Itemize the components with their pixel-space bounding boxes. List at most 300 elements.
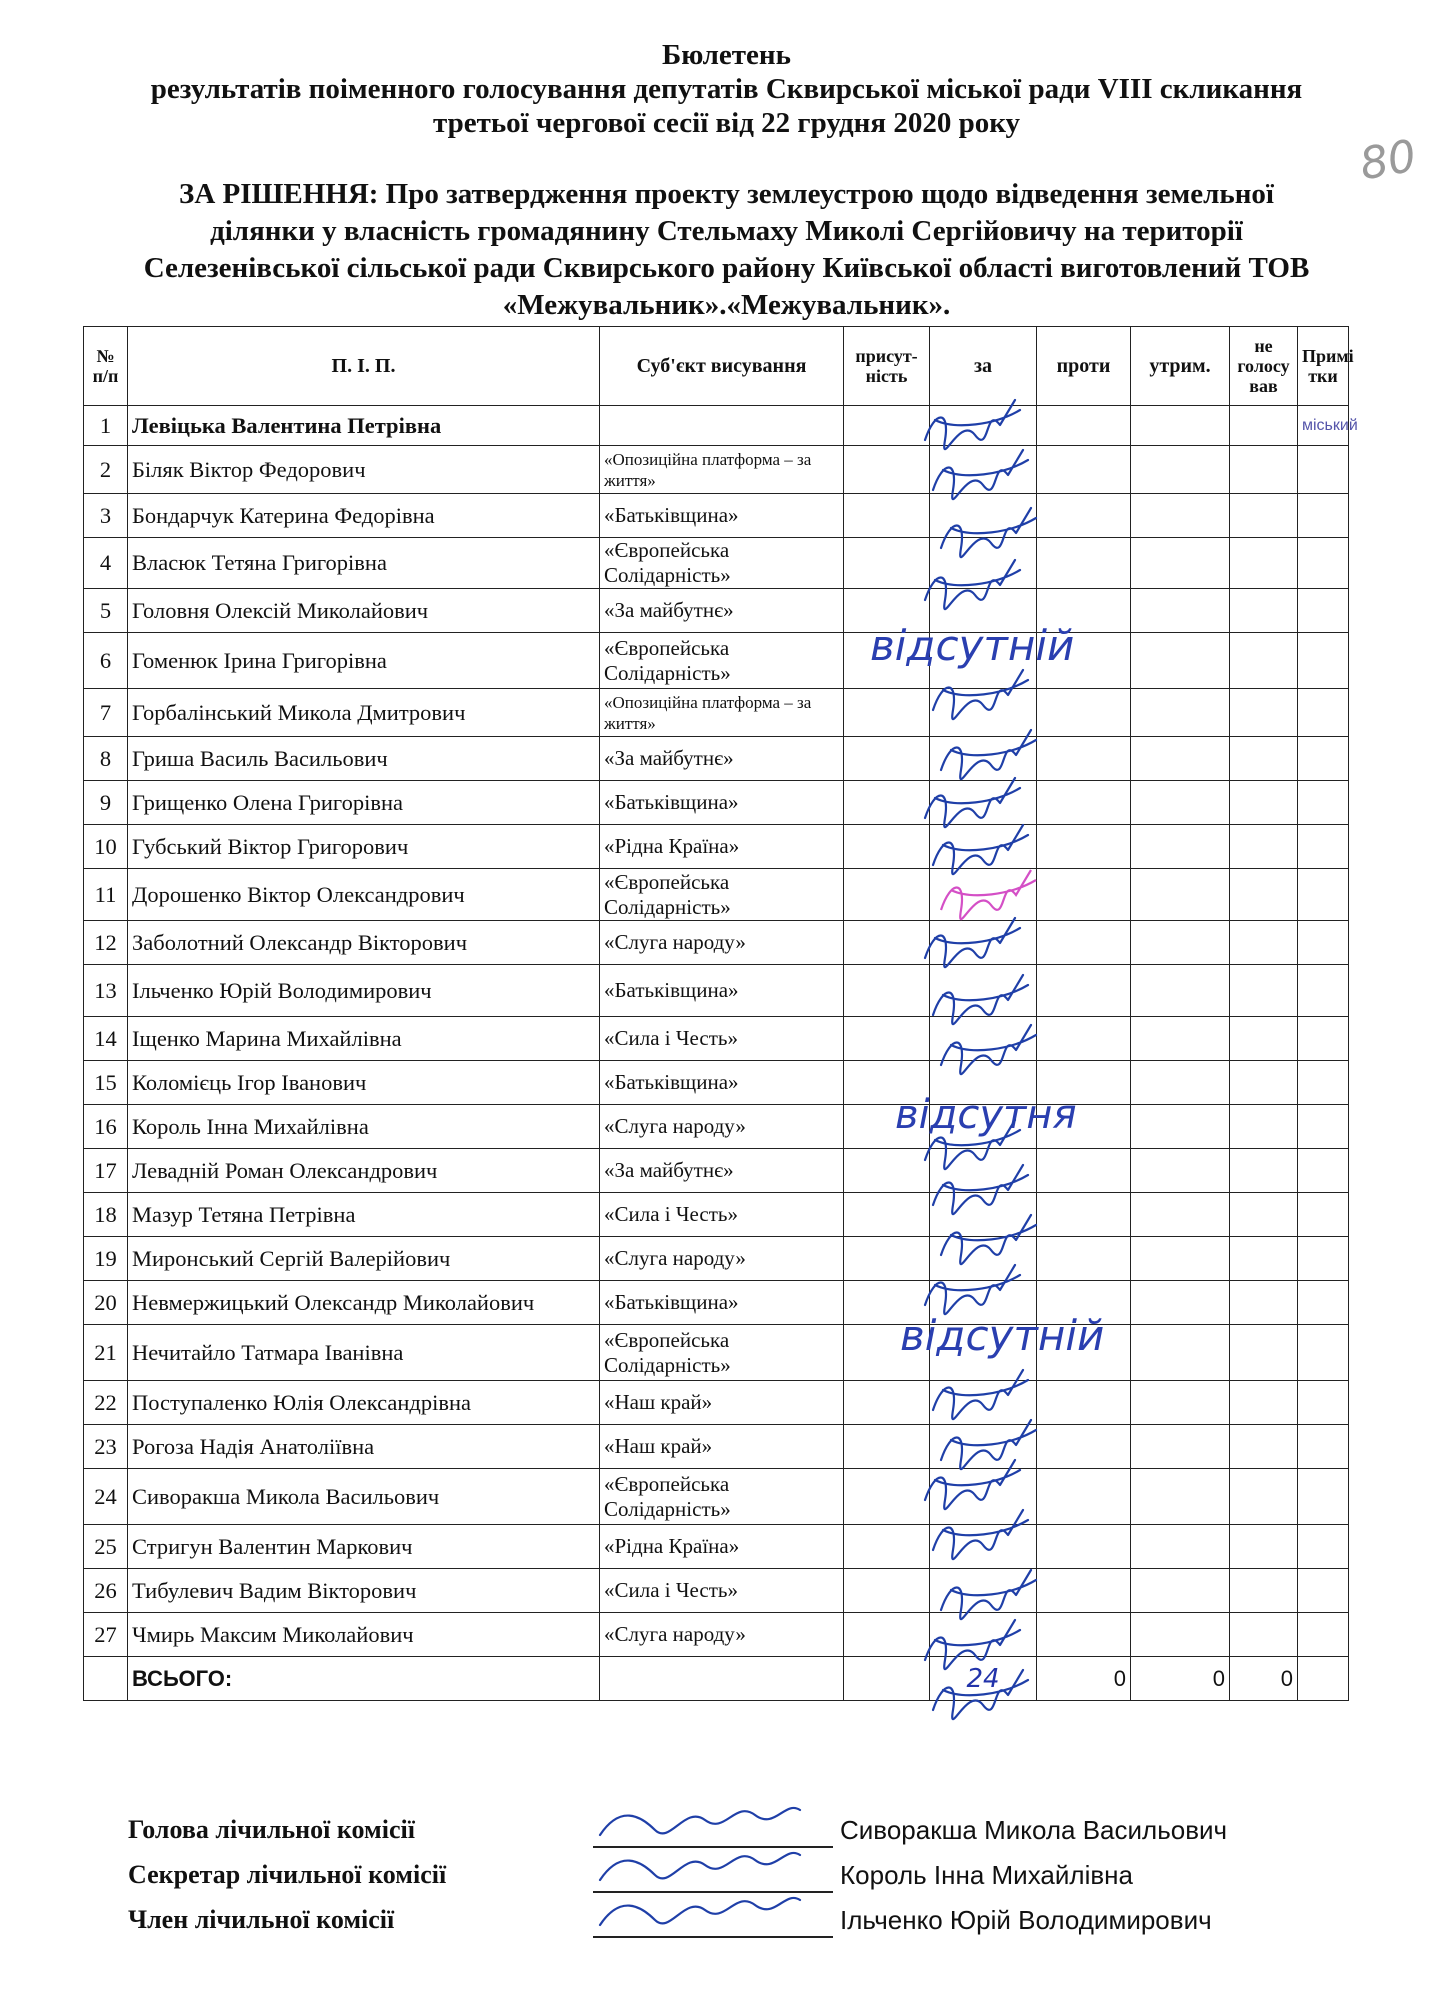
vote-abstain-cell — [1131, 1237, 1230, 1281]
nominating-party: «Опозиційна платформа – за життя» — [600, 446, 844, 494]
ballot-header — [0, 38, 1453, 140]
vote-abstain-cell — [1131, 406, 1230, 446]
note-cell — [1298, 825, 1349, 869]
table-row — [84, 737, 1349, 781]
not-voted-cell — [1230, 689, 1298, 737]
col-header-against: проти — [1037, 327, 1131, 406]
decision-line2: ділянки у власність громадянину Стельмаху Миколі Сергійовичу на території — [210, 215, 1243, 247]
member-signature-line — [593, 1936, 833, 1938]
present-cell — [844, 538, 930, 589]
deputy-name: Тибулевич Вадим Вікторович — [128, 1569, 600, 1613]
row-number: 11 — [84, 869, 128, 921]
decision-line4: «Межувальник».«Межувальник». — [502, 289, 951, 321]
secretary-label: Секретар лічильної комісії — [128, 1860, 447, 1889]
not-voted-cell — [1230, 1105, 1298, 1149]
vote-abstain-cell — [1131, 1525, 1230, 1569]
totals-empty-cell — [84, 1657, 128, 1701]
deputy-name: Гриша Василь Васильович — [128, 737, 600, 781]
totals-against-value: 0 — [1037, 1657, 1131, 1701]
totals-abstain-value: 0 — [1131, 1657, 1230, 1701]
deputy-name: Миронський Сергій Валерійович — [128, 1237, 600, 1281]
vote-against-cell — [1037, 1469, 1131, 1525]
member-label: Член лічильної комісії — [128, 1905, 395, 1934]
table-row — [84, 1469, 1349, 1525]
deputy-name: Гоменюк Ірина Григорівна — [128, 633, 600, 689]
table-row — [84, 589, 1349, 633]
vote-against-cell — [1037, 589, 1131, 633]
vote-against-cell — [1037, 1149, 1131, 1193]
nominating-party: «Опозиційна платформа – за життя» — [600, 689, 844, 737]
note-cell — [1298, 1193, 1349, 1237]
note-cell — [1298, 781, 1349, 825]
not-voted-cell — [1230, 446, 1298, 494]
present-cell — [844, 1569, 930, 1613]
col-header-not-voted: не голосу вав — [1230, 327, 1298, 406]
table-row — [84, 1325, 1349, 1381]
table-row — [84, 1281, 1349, 1325]
voting-table — [83, 326, 1358, 1701]
table-row — [84, 689, 1349, 737]
commission-signature-mark — [600, 1808, 800, 1835]
not-voted-cell — [1230, 781, 1298, 825]
table-row — [84, 406, 1349, 446]
vote-abstain-cell — [1131, 965, 1230, 1017]
deputy-name: Нечитайло Татмара Іванівна — [128, 1325, 600, 1381]
vote-against-cell — [1037, 1237, 1131, 1281]
vote-abstain-cell — [1131, 1425, 1230, 1469]
vote-for-cell — [930, 825, 1037, 869]
present-cell — [844, 446, 930, 494]
vote-against-cell — [1037, 1381, 1131, 1425]
table-header-row — [84, 327, 1349, 406]
table-row — [84, 538, 1349, 589]
nominating-party: «Слуга народу» — [600, 1105, 844, 1149]
nominating-party: «За майбутнє» — [600, 589, 844, 633]
vote-against-cell — [1037, 825, 1131, 869]
deputy-name: Стригун Валентин Маркович — [128, 1525, 600, 1569]
not-voted-cell — [1230, 1613, 1298, 1657]
vote-for-cell — [930, 538, 1037, 589]
nominating-party: «Європейська Солідарність» — [600, 1469, 844, 1525]
present-cell — [844, 1613, 930, 1657]
vote-abstain-cell — [1131, 1281, 1230, 1325]
table-row — [84, 1525, 1349, 1569]
vote-abstain-cell — [1131, 446, 1230, 494]
nominating-party: «Рідна Країна» — [600, 825, 844, 869]
vote-for-cell — [930, 1193, 1037, 1237]
present-cell — [844, 1149, 930, 1193]
note-cell — [1298, 589, 1349, 633]
vote-for-cell — [930, 1061, 1037, 1105]
totals-notes-cell — [1298, 1657, 1349, 1701]
secretary-signature-line — [593, 1891, 833, 1893]
row-number: 18 — [84, 1193, 128, 1237]
vote-abstain-cell — [1131, 1613, 1230, 1657]
note-cell — [1298, 1525, 1349, 1569]
nominating-party: «Сила і Честь» — [600, 1193, 844, 1237]
deputy-name: Левіцька Валентина Петрівна — [128, 406, 600, 446]
deputy-name: Дорошенко Віктор Олександрович — [128, 869, 600, 921]
col-header-name: П. І. П. — [128, 327, 600, 406]
row-number: 6 — [84, 633, 128, 689]
vote-against-cell — [1037, 689, 1131, 737]
nominating-party: «Європейська Солідарність» — [600, 538, 844, 589]
row-number: 15 — [84, 1061, 128, 1105]
col-header-abstain: утрим. — [1131, 327, 1230, 406]
chair-signature-line — [593, 1846, 833, 1848]
note-cell — [1298, 1105, 1349, 1149]
vote-for-cell — [930, 1569, 1037, 1613]
vote-for-cell — [930, 869, 1037, 921]
col-header-notes: Примі тки — [1298, 327, 1349, 406]
nominating-party: «Сила і Честь» — [600, 1017, 844, 1061]
not-voted-cell — [1230, 1149, 1298, 1193]
deputy-name: Заболотний Олександр Вікторович — [128, 921, 600, 965]
present-cell — [844, 1425, 930, 1469]
vote-abstain-cell — [1131, 633, 1230, 689]
deputy-name: Губський Віктор Григорович — [128, 825, 600, 869]
vote-against-cell — [1037, 869, 1131, 921]
table-row — [84, 965, 1349, 1017]
absent-note-row5: відсутній — [870, 621, 1075, 670]
present-cell — [844, 1325, 930, 1381]
present-cell — [844, 589, 930, 633]
nominating-party: «Європейська Солідарність» — [600, 869, 844, 921]
commission-signature-mark — [600, 1898, 800, 1925]
vote-for-cell — [930, 1425, 1037, 1469]
note-cell — [1298, 737, 1349, 781]
vote-against-cell — [1037, 446, 1131, 494]
nominating-party: «Сила і Честь» — [600, 1569, 844, 1613]
deputy-name: Головня Олексій Миколайович — [128, 589, 600, 633]
row-number: 10 — [84, 825, 128, 869]
table-row — [84, 494, 1349, 538]
vote-against-cell — [1037, 1613, 1131, 1657]
note-cell — [1298, 1425, 1349, 1469]
not-voted-cell — [1230, 825, 1298, 869]
vote-for-cell — [930, 689, 1037, 737]
not-voted-cell — [1230, 494, 1298, 538]
table-row — [84, 781, 1349, 825]
vote-against-cell — [1037, 921, 1131, 965]
note-cell — [1298, 1281, 1349, 1325]
vote-for-cell — [930, 494, 1037, 538]
vote-for-cell — [930, 921, 1037, 965]
note-cell — [1298, 1325, 1349, 1381]
vote-abstain-cell — [1131, 589, 1230, 633]
note-cell — [1298, 1613, 1349, 1657]
vote-abstain-cell — [1131, 1569, 1230, 1613]
row-number: 19 — [84, 1237, 128, 1281]
member-name: Ільченко Юрій Володимирович — [840, 1905, 1212, 1935]
table-row — [84, 1381, 1349, 1425]
row-number: 8 — [84, 737, 128, 781]
not-voted-cell — [1230, 538, 1298, 589]
not-voted-cell — [1230, 1525, 1298, 1569]
deputy-name: Левадній Роман Олександрович — [128, 1149, 600, 1193]
row-number: 22 — [84, 1381, 128, 1425]
row-number: 16 — [84, 1105, 128, 1149]
vote-abstain-cell — [1131, 869, 1230, 921]
vote-against-cell — [1037, 494, 1131, 538]
totals-present-cell — [844, 1657, 930, 1701]
vote-for-cell — [930, 406, 1037, 446]
vote-against-cell — [1037, 633, 1131, 689]
vote-for-cell — [930, 1237, 1037, 1281]
nominating-party — [600, 406, 844, 446]
vote-against-cell — [1037, 538, 1131, 589]
row-number: 1 — [84, 406, 128, 446]
ballot-subtitle-line1: результатів поіменного голосування депутатів Сквирської міської ради VIII скликання — [150, 73, 1303, 105]
not-voted-cell — [1230, 633, 1298, 689]
note-cell — [1298, 869, 1349, 921]
present-cell — [844, 781, 930, 825]
row-number: 24 — [84, 1469, 128, 1525]
present-cell — [844, 1469, 930, 1525]
deputy-name: Горбалінський Микола Дмитрович — [128, 689, 600, 737]
deputy-name: Бондарчук Катерина Федорівна — [128, 494, 600, 538]
vote-against-cell — [1037, 965, 1131, 1017]
nominating-party: «Наш край» — [600, 1425, 844, 1469]
totals-not-voted-value: 0 — [1230, 1657, 1298, 1701]
deputy-name: Чмирь Максим Миколайович — [128, 1613, 600, 1657]
row-number: 5 — [84, 589, 128, 633]
not-voted-cell — [1230, 1237, 1298, 1281]
present-cell — [844, 869, 930, 921]
note-cell — [1298, 494, 1349, 538]
present-cell — [844, 737, 930, 781]
deputy-name: Грищенко Олена Григорівна — [128, 781, 600, 825]
note-cell — [1298, 1237, 1349, 1281]
nominating-party: «Слуга народу» — [600, 1237, 844, 1281]
nominating-party: «Рідна Країна» — [600, 1525, 844, 1569]
present-cell — [844, 1237, 930, 1281]
row-number: 12 — [84, 921, 128, 965]
absent-note-row14: відсутня — [895, 1092, 1077, 1138]
totals-party-cell — [600, 1657, 844, 1701]
note-cell — [1298, 1381, 1349, 1425]
totals-for-value: 24 — [930, 1657, 1037, 1701]
vote-abstain-cell — [1131, 1325, 1230, 1381]
note-cell: міський — [1298, 406, 1349, 446]
table-row — [84, 1425, 1349, 1469]
not-voted-cell — [1230, 737, 1298, 781]
row-number: 4 — [84, 538, 128, 589]
vote-abstain-cell — [1131, 1193, 1230, 1237]
not-voted-cell — [1230, 965, 1298, 1017]
col-header-num: № п/п — [84, 327, 128, 406]
nominating-party: «Батьківщина» — [600, 494, 844, 538]
table-row — [84, 446, 1349, 494]
table-row — [84, 1193, 1349, 1237]
deputy-name: Мазур Тетяна Петрівна — [128, 1193, 600, 1237]
nominating-party: «Слуга народу» — [600, 921, 844, 965]
vote-for-cell — [930, 965, 1037, 1017]
row-number: 13 — [84, 965, 128, 1017]
not-voted-cell — [1230, 1381, 1298, 1425]
nominating-party: «За майбутнє» — [600, 737, 844, 781]
vote-for-cell — [930, 1105, 1037, 1149]
present-cell — [844, 689, 930, 737]
deputy-name: Рогоза Надія Анатоліївна — [128, 1425, 600, 1469]
not-voted-cell — [1230, 589, 1298, 633]
col-header-party: Суб'єкт висування — [600, 327, 844, 406]
present-cell — [844, 1193, 930, 1237]
note-cell — [1298, 1469, 1349, 1525]
deputy-name: Поступаленко Юлія Олександрівна — [128, 1381, 600, 1425]
row-number: 20 — [84, 1281, 128, 1325]
present-cell — [844, 921, 930, 965]
nominating-party: «Слуга народу» — [600, 1613, 844, 1657]
note-cell — [1298, 1017, 1349, 1061]
ballot-subtitle-line2: третьої чергової сесії від 22 грудня 2020 року — [433, 107, 1020, 139]
note-cell — [1298, 689, 1349, 737]
vote-for-cell — [930, 1149, 1037, 1193]
vote-against-cell — [1037, 1281, 1131, 1325]
deputy-name: Іщенко Марина Михайлівна — [128, 1017, 600, 1061]
ballot-title: Бюлетень — [662, 39, 791, 71]
vote-for-cell — [930, 589, 1037, 633]
deputy-name: Ільченко Юрій Володимирович — [128, 965, 600, 1017]
vote-for-cell — [930, 1525, 1037, 1569]
note-cell — [1298, 446, 1349, 494]
secretary-name: Король Інна Михайлівна — [840, 1860, 1133, 1890]
vote-abstain-cell — [1131, 1469, 1230, 1525]
table-row — [84, 1017, 1349, 1061]
row-number: 2 — [84, 446, 128, 494]
vote-abstain-cell — [1131, 737, 1230, 781]
present-cell — [844, 1281, 930, 1325]
vote-abstain-cell — [1131, 825, 1230, 869]
chair-name: Сиворакша Микола Васильович — [840, 1815, 1228, 1845]
row-number: 7 — [84, 689, 128, 737]
row-number: 23 — [84, 1425, 128, 1469]
vote-for-cell — [930, 1281, 1037, 1325]
table-row — [84, 869, 1349, 921]
not-voted-cell — [1230, 1193, 1298, 1237]
table-row — [84, 1149, 1349, 1193]
row-number: 27 — [84, 1613, 128, 1657]
not-voted-cell — [1230, 1281, 1298, 1325]
not-voted-cell — [1230, 1425, 1298, 1469]
note-cell — [1298, 1149, 1349, 1193]
commission-signature-mark — [600, 1853, 800, 1880]
vote-against-cell — [1037, 1569, 1131, 1613]
table-row — [84, 1105, 1349, 1149]
vote-for-cell — [930, 446, 1037, 494]
vote-against-cell — [1037, 1525, 1131, 1569]
decision-line3: Селезенівської сільської ради Сквирського району Київської області виготовлений ТОВ — [143, 252, 1310, 284]
not-voted-cell — [1230, 406, 1298, 446]
absent-note-row19: відсутній — [900, 1311, 1105, 1360]
vote-against-cell — [1037, 1425, 1131, 1469]
nominating-party: «Батьківщина» — [600, 1061, 844, 1105]
vote-against-cell — [1037, 1193, 1131, 1237]
vote-abstain-cell — [1131, 1381, 1230, 1425]
present-cell — [844, 1061, 930, 1105]
deputy-name: Невмержицький Олександр Миколайович — [128, 1281, 600, 1325]
row-number: 21 — [84, 1325, 128, 1381]
vote-for-cell — [930, 1381, 1037, 1425]
table-row — [84, 1061, 1349, 1105]
vote-for-cell — [930, 781, 1037, 825]
table-row — [84, 1613, 1349, 1657]
present-cell — [844, 406, 930, 446]
chair-label: Голова лічильної комісії — [128, 1815, 415, 1844]
deputy-name: Сиворакша Микола Васильович — [128, 1469, 600, 1525]
vote-against-cell — [1037, 781, 1131, 825]
vote-against-cell — [1037, 1105, 1131, 1149]
not-voted-cell — [1230, 921, 1298, 965]
note-cell — [1298, 633, 1349, 689]
vote-for-cell — [930, 737, 1037, 781]
present-cell — [844, 494, 930, 538]
decision-line1: ЗА РІШЕННЯ: Про затвердження проекту землеустрою щодо відведення земельної — [179, 178, 1274, 210]
table-row — [84, 921, 1349, 965]
totals-label: ВСЬОГО: — [128, 1657, 600, 1701]
vote-abstain-cell — [1131, 538, 1230, 589]
deputy-name: Власюк Тетяна Григорівна — [128, 538, 600, 589]
present-cell — [844, 1105, 930, 1149]
vote-abstain-cell — [1131, 921, 1230, 965]
deputy-name: Король Інна Михайлівна — [128, 1105, 600, 1149]
present-cell — [844, 965, 930, 1017]
nominating-party: «Батьківщина» — [600, 1281, 844, 1325]
note-cell — [1298, 965, 1349, 1017]
present-cell — [844, 1381, 930, 1425]
row-number: 9 — [84, 781, 128, 825]
row-number: 26 — [84, 1569, 128, 1613]
col-header-present: присут-ність — [844, 327, 930, 406]
nominating-party: «Батьківщина» — [600, 965, 844, 1017]
nominating-party: «Наш край» — [600, 1381, 844, 1425]
row-number: 17 — [84, 1149, 128, 1193]
totals-row — [84, 1657, 1349, 1701]
vote-for-cell — [930, 1017, 1037, 1061]
nominating-party: «Батьківщина» — [600, 781, 844, 825]
present-cell — [844, 1525, 930, 1569]
deputy-name: Біляк Віктор Федорович — [128, 446, 600, 494]
note-cell — [1298, 1061, 1349, 1105]
vote-abstain-cell — [1131, 1017, 1230, 1061]
note-cell — [1298, 538, 1349, 589]
table-row — [84, 1569, 1349, 1613]
vote-for-cell — [930, 1325, 1037, 1381]
vote-abstain-cell — [1131, 1149, 1230, 1193]
col-header-for: за — [930, 327, 1037, 406]
vote-for-cell — [930, 1613, 1037, 1657]
vote-abstain-cell — [1131, 1061, 1230, 1105]
decision-title — [80, 176, 1373, 324]
nominating-party: «Європейська Солідарність» — [600, 1325, 844, 1381]
vote-against-cell — [1037, 1325, 1131, 1381]
not-voted-cell — [1230, 869, 1298, 921]
present-cell — [844, 1017, 930, 1061]
nominating-party: «Європейська Солідарність» — [600, 633, 844, 689]
note-cell — [1298, 921, 1349, 965]
table-row — [84, 825, 1349, 869]
row-number: 3 — [84, 494, 128, 538]
present-cell — [844, 825, 930, 869]
note-cell — [1298, 1569, 1349, 1613]
vote-for-cell — [930, 1469, 1037, 1525]
not-voted-cell — [1230, 1569, 1298, 1613]
vote-against-cell — [1037, 406, 1131, 446]
not-voted-cell — [1230, 1061, 1298, 1105]
nominating-party: «За майбутнє» — [600, 1149, 844, 1193]
vote-abstain-cell — [1131, 781, 1230, 825]
deputy-name: Коломієць Ігор Іванович — [128, 1061, 600, 1105]
